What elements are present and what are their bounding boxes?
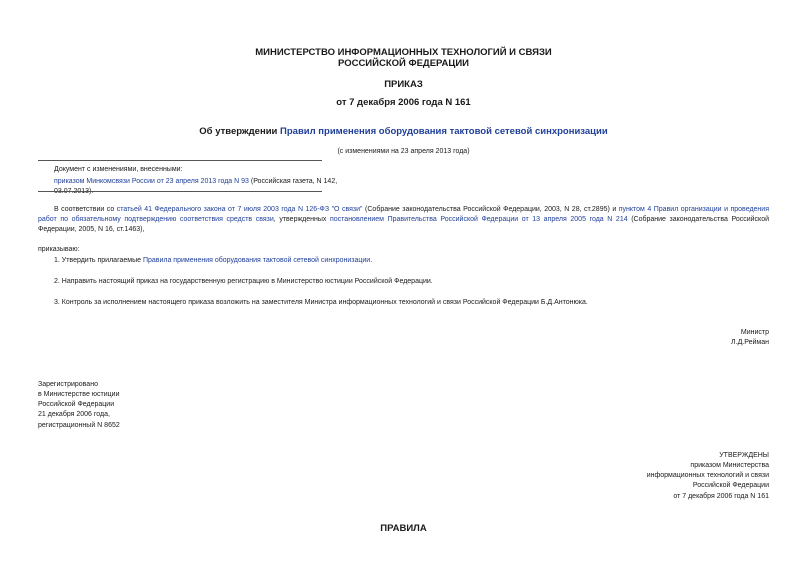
item-1-link[interactable]: Правила применения оборудования тактовой сетевой синхронизации bbox=[142, 257, 371, 264]
doc-date-number: от 7 декабря 2006 года N 161 bbox=[336, 97, 471, 108]
rules-heading: ПРАВИЛА bbox=[380, 523, 427, 534]
preamble-paragraph bbox=[38, 205, 769, 235]
registration-line-2: в Министерстве юстиции bbox=[38, 391, 120, 399]
ministry-name-line1: МИНИСТЕРСТВО ИНФОРМАЦИОННЫХ ТЕХНОЛОГИЙ И СВЯЗИ bbox=[255, 47, 552, 58]
registration-line-4: 21 декабря 2006 года, bbox=[38, 411, 110, 419]
approved-block bbox=[500, 451, 769, 502]
signature-title: Министр bbox=[740, 329, 769, 336]
registration-line-3: Российской Федерации bbox=[38, 401, 115, 409]
preamble-text-3: , утвержденных bbox=[273, 216, 330, 224]
doc-type: ПРИКАЗ bbox=[384, 79, 423, 90]
approved-line-2: приказом Министерства bbox=[690, 462, 769, 470]
changes-bottom-rule bbox=[38, 191, 322, 192]
order-item-2: 2. Направить настоящий приказ на государственную регистрацию в Министерство юстиции Российской Федерации. bbox=[54, 278, 433, 285]
order-item-1 bbox=[54, 256, 769, 266]
preamble-text-2: (Собрание законодательства Российской Федерации, 2003, N 28, ст.2895) и bbox=[362, 206, 619, 213]
preamble-link-resolution[interactable]: постановлением Правительства Российской Федерации от 13 апреля 2005 года N 214 bbox=[329, 216, 628, 224]
approved-line-1: УТВЕРЖДЕНЫ bbox=[719, 452, 769, 459]
approved-line-5: от 7 декабря 2006 года N 161 bbox=[673, 492, 769, 500]
order-word: приказываю: bbox=[38, 246, 80, 253]
item-1-prefix: 1. Утвердить прилагаемые bbox=[54, 257, 143, 264]
approved-line-3: информационных технологий и связи bbox=[646, 472, 769, 480]
registration-block bbox=[38, 380, 238, 431]
changes-link[interactable]: приказом Минкомсвязи России от 23 апреля 2013 года N 93 bbox=[54, 178, 249, 186]
title-prefix: Об утверждении bbox=[199, 126, 281, 137]
ministry-name-line2: РОССИЙСКОЙ ФЕДЕРАЦИИ bbox=[337, 58, 469, 69]
approved-line-4: Российской Федерации bbox=[692, 482, 769, 490]
page-title bbox=[0, 126, 807, 137]
changes-line bbox=[54, 177, 374, 196]
preamble-text-4: (Собрание законодательства Российской Федерации, 2005, N 16, ст.1463), bbox=[38, 216, 769, 234]
changes-suffix: (Российская газета, N 142, 03.07.2013). bbox=[54, 178, 338, 195]
preamble-text-1: В соответствии со bbox=[54, 206, 117, 213]
order-item-3: 3. Контроль за исполнением настоящего приказа возложить на заместителя Министра информационных технологий и связи Российской Федерации Б.Д.Антонюка. bbox=[54, 299, 588, 306]
registration-line-5: регистрационный N 8652 bbox=[38, 421, 120, 429]
amendment-note: (с изменениями на 23 апреля 2013 года) bbox=[337, 148, 470, 155]
changes-intro: Документ с изменениями, внесенными: bbox=[54, 166, 183, 173]
changes-top-rule bbox=[38, 160, 322, 161]
title-link[interactable]: Правил применения оборудования тактовой сетевой синхронизации bbox=[280, 126, 608, 137]
item-1-suffix: . bbox=[370, 257, 373, 264]
preamble-link-law[interactable]: статьей 41 Федерального закона от 7 июля 2003 года N 126-ФЗ "О связи" bbox=[116, 206, 363, 213]
preamble-link-rules[interactable]: пунктом 4 Правил организации и проведения работ по обязательному подтверждению соответствия средств связи bbox=[38, 206, 769, 224]
registration-line-1: Зарегистрировано bbox=[38, 381, 98, 388]
signature-name: Л.Д.Рейман bbox=[731, 339, 769, 346]
